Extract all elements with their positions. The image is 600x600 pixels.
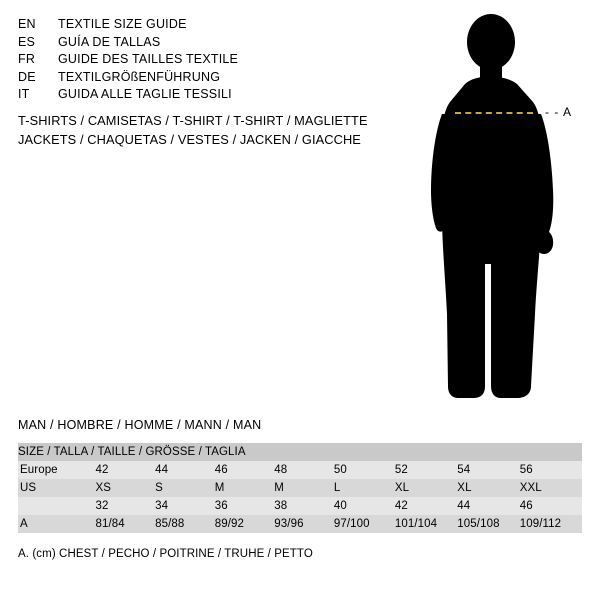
cell: XL — [395, 479, 457, 497]
table-section-title: MAN / HOMBRE / HOMME / MANN / MAN — [18, 418, 262, 432]
chest-measure-label: - - A — [545, 105, 573, 119]
language-row — [18, 16, 398, 34]
footnote: A. (cm) CHEST / PECHO / POITRINE / TRUHE / PETTO — [18, 548, 313, 560]
cell: XXL — [520, 479, 582, 497]
category-jackets: JACKETS / CHAQUETAS / VESTES / JACKEN / GIACCHE — [18, 132, 361, 147]
table-row — [18, 515, 582, 533]
cell: 36 — [215, 497, 275, 515]
size-table — [18, 443, 582, 533]
cell: 32 — [96, 497, 156, 515]
language-list — [18, 16, 398, 104]
row-label — [18, 497, 96, 515]
language-row — [18, 86, 398, 104]
language-row — [18, 34, 398, 52]
chest-measure-line — [455, 112, 533, 114]
language-text: GUIDE DES TAILLES TEXTILE — [58, 52, 239, 66]
table-header-row — [18, 443, 582, 461]
cell: 52 — [395, 461, 457, 479]
cell: 42 — [96, 461, 156, 479]
cell: XL — [457, 479, 519, 497]
language-code: IT — [18, 87, 30, 101]
cell: 97/100 — [334, 515, 395, 533]
category-tshirts: T-SHIRTS / CAMISETAS / T-SHIRT / T-SHIRT / MAGLIETTE — [18, 113, 368, 128]
cell: 93/96 — [274, 515, 334, 533]
cell: S — [155, 479, 215, 497]
table-row — [18, 497, 582, 515]
cell: 46 — [215, 461, 275, 479]
cell: M — [274, 479, 334, 497]
language-code: FR — [18, 52, 36, 66]
cell: 101/104 — [395, 515, 457, 533]
table-row — [18, 479, 582, 497]
language-row — [18, 69, 398, 87]
cell: 34 — [155, 497, 215, 515]
cell: 105/108 — [457, 515, 519, 533]
cell: M — [215, 479, 275, 497]
table-header-label: SIZE / TALLA / TAILLE / GRÖSSE / TAGLIA — [18, 443, 582, 461]
language-code: DE — [18, 69, 36, 84]
cell: 50 — [334, 461, 395, 479]
language-text: TEXTILE SIZE GUIDE — [58, 17, 187, 31]
cell: 38 — [274, 497, 334, 515]
row-label: Europe — [18, 461, 96, 479]
cell: 44 — [155, 461, 215, 479]
language-row — [18, 51, 398, 69]
cell: 54 — [457, 461, 519, 479]
category-list — [18, 111, 418, 149]
language-text: TEXTILGRÖßENFÜHRUNG — [58, 69, 221, 84]
cell: 46 — [520, 497, 582, 515]
cell: L — [334, 479, 395, 497]
cell: XS — [96, 479, 156, 497]
male-body-silhouette-icon — [405, 14, 590, 404]
cell: 40 — [334, 497, 395, 515]
cell: 44 — [457, 497, 519, 515]
row-label: US — [18, 479, 96, 497]
cell: 89/92 — [215, 515, 275, 533]
cell: 56 — [520, 461, 582, 479]
language-text: GUÍA DE TALLAS — [58, 34, 161, 49]
language-code: ES — [18, 34, 36, 49]
row-label: A — [18, 515, 96, 533]
cell: 42 — [395, 497, 457, 515]
table-row — [18, 461, 582, 479]
language-code: EN — [18, 17, 36, 31]
language-text: GUIDA ALLE TAGLIE TESSILI — [58, 87, 232, 101]
cell: 109/112 — [520, 515, 582, 533]
cell: 85/88 — [155, 515, 215, 533]
cell: 48 — [274, 461, 334, 479]
cell: 81/84 — [96, 515, 156, 533]
